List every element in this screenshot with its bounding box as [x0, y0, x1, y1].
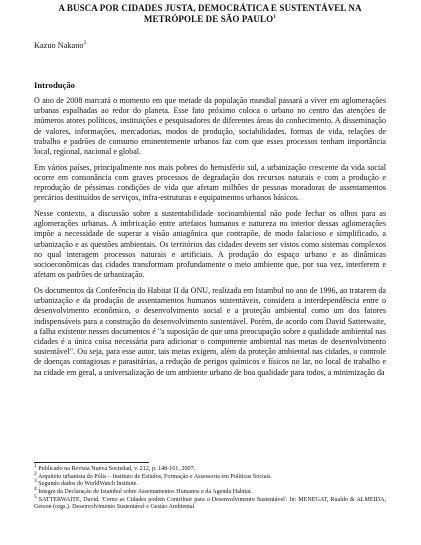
footnote-text: Publicado na Revista Nueva Sociedad, v. 212, p. 148-161, 2007. — [38, 466, 196, 473]
footnote-item — [34, 463, 386, 474]
footnotes — [34, 463, 386, 512]
paragraph: Em vários países, principalmente nos mais pobres do hemisfério sul, a urbanização crescente da vida social ocorre em consonância com graves processos de degradação dos recursos naturais e com a produção e reprodução de péssimas condições de vida que afetam milhões de pessoas moradoras de assentamentos precários destituídos de serviços, infra-estruturas e equipamentos urbanos básicos. — [34, 162, 386, 203]
footnote-number: 4 — [34, 485, 37, 492]
section-heading: Introdução — [34, 80, 75, 90]
footnote-item — [34, 478, 386, 489]
footnote-text: Segundo dados do WorldWatch Institute. — [38, 481, 138, 488]
paragraph: O ano de 2008 marcará o momento em que metade da população mundial passará a viver em aglomerações urbanas espalhadas ao redor do planeta. Esse fato próximo coloca o urbano no centro das atenções de inúmeros atores políticos, instituições e pesquisadores de diferentes áreas do conhecimento. A disseminação de valores, informações, mercadorias, modos de produção, sociabilidades, formas de vida, relações de trabalho e padrões de consumo eminentemente urbanos faz com que esses processos tenham importância local, regional, nacional e global. — [34, 96, 386, 157]
footnote-text: SATTERWAITE, David. 'Como as Cidades podem Contribuir para o Desenvolvimento Sustentável'. In: MENEGAT, Rualdo & ALMEIDA, Gerson (orgs.). Desenvolvimento Sustentável e Gestão Ambiental — [34, 496, 386, 511]
footnote-number: 2 — [34, 470, 37, 477]
author-footnote-ref[interactable]: 2 — [83, 40, 87, 47]
paragraph: Nesse contexto, a discussão sobre a sustentabilidade socioambiental não pode fechar os olhos para as aglomerações urbanas. A imbricação entre artefatos humanos e natureza no interior dessas aglomerações impõe a necessidade de superar a visão antagônica que contrapõe, de modo falacioso e simplificado, a urbanização e as questões ambientais. Os territórios das cidades devem ser vistos como sistemas complexos no qual interagem processos naturais e artificiais. A produção do espaço urbano e as dinâmicas socioeconômicas das cidades transformam profundamente o meio ambiente que, por sua vez, interferem e afetam os padrões de urbanização. — [34, 209, 386, 280]
footnote-number: 3 — [34, 478, 37, 485]
document-body — [34, 96, 386, 383]
title-footnote-ref[interactable]: 1 — [273, 14, 277, 20]
author-line — [34, 41, 86, 50]
footnote-text: Íntegra da Declaração de Istambul sobre Assentamentos Humanos e da Agenda Habitat. — [38, 488, 253, 495]
footnote-item — [34, 485, 386, 497]
footnote-number: 5 — [34, 493, 37, 500]
footnote-divider — [34, 462, 149, 463]
footnote-text: Arquiteto urbanista do Pólis – Instituto de Estudos, Formação e Assessoria em Políticas Sociais. — [37, 473, 273, 480]
title-text: A BUSCA POR CIDADES JUSTA, DEMOCRÁTICA E SUSTENTÁVEL NA METRÓPOLE DE SÃO PAULO — [58, 3, 362, 24]
footnote-item — [34, 493, 386, 512]
paragraph: Os documentos da Conferência do Habitat II da ONU, realizada em Istambul no ano de 1996, ao tratarem da urbanização e da produção de assentamentos humanos sustentáveis, considera a interdependência entre o desenvolvimento econômico, o desenvolvimento social e a proteção ambiental como um dos fatores indispensáveis para a construção do desenvolvimento sustentável. Porém, de acordo com David Satterwaite, a falha existente nesses documentos é "a suposição de que uma preocupação sobre a qualidade ambiental nas cidades é a única coisa necessária para adicionar o componente ambiental nas metas de desenvolvimento sustentável". Ou seja, para esse autor, tais metas exigem, além da proteção ambiental nas cidades, o controle de doenças contagiosas e parasitárias, a redução de perigos químicos e físicos no lar, no local de trabalho e na cidade em geral, a universalização de um ambiente urbano de boa qualidade para todos, a minimização da — [34, 285, 386, 377]
document-title — [40, 3, 380, 25]
footnote-number: 1 — [34, 463, 37, 469]
author-name: Kazuo Nakano — [34, 41, 84, 50]
